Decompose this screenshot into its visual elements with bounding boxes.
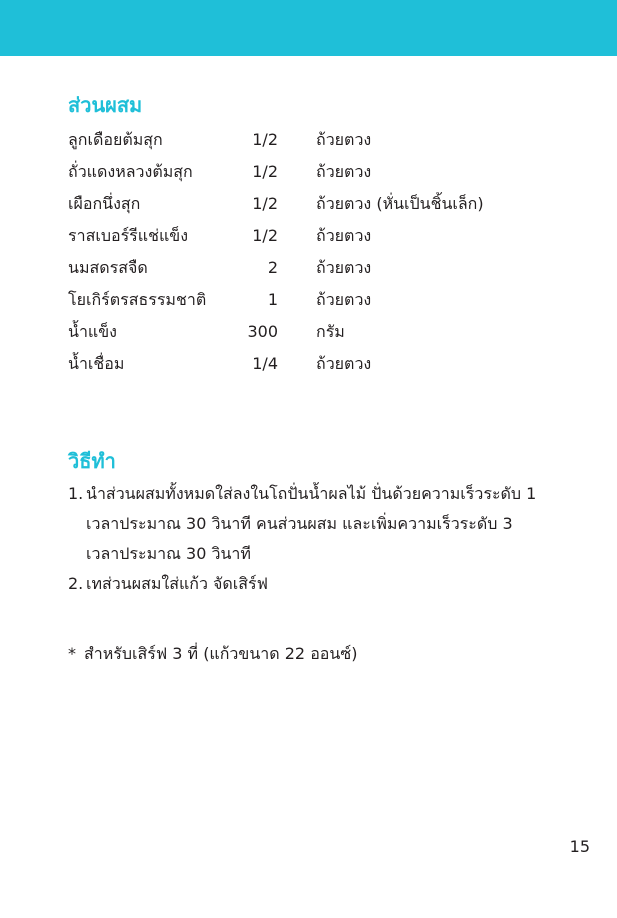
serving-note [68, 640, 357, 668]
ingredient-quantity: 1/2 [252, 194, 278, 213]
step-number: 2. [68, 574, 84, 593]
ingredient-quantity: 2 [267, 258, 278, 277]
ingredient-unit: ถ้วยตวง [316, 290, 372, 309]
ingredient-row [68, 222, 548, 254]
ingredient-name: นมสดรสจืด [68, 258, 148, 277]
ingredient-unit: ถ้วยตวง (หั่นเป็นชิ้นเล็ก) [316, 194, 484, 213]
step-number: 1. [68, 484, 84, 503]
ingredient-name: ราสเบอร์รีแช่แข็ง [68, 226, 188, 245]
ingredient-name: น้ำเชื่อม [68, 354, 125, 373]
ingredient-row [68, 190, 548, 222]
step-text-line: เทส่วนผสมใส่แก้ว จัดเสิร์ฟ [86, 574, 268, 593]
step-text-line: เวลาประมาณ 30 วินาที [86, 544, 251, 563]
ingredient-row [68, 318, 548, 350]
ingredient-unit: ถ้วยตวง [316, 354, 372, 373]
ingredient-name: เผือกนึ่งสุก [68, 194, 141, 213]
ingredient-name: ลูกเดือยต้มสุก [68, 130, 163, 149]
ingredients-heading: ส่วนผสม [68, 93, 143, 117]
ingredient-name: โยเกิร์ตรสธรรมชาติ [68, 290, 207, 309]
ingredient-quantity: 1/4 [252, 354, 278, 373]
header-color-band [0, 0, 617, 56]
ingredient-row [68, 158, 548, 190]
ingredient-quantity: 1 [267, 290, 278, 309]
ingredient-quantity: 300 [247, 322, 278, 341]
page-number: 15 [569, 837, 590, 856]
ingredient-row [68, 126, 548, 158]
step-text-line: นำส่วนผสมทั้งหมดใส่ลงในโถปั่นน้ำผลไม้ ปั่นด้วยความเร็วระดับ 1 [86, 484, 537, 503]
method-heading: วิธีทำ [68, 449, 116, 473]
step-text-line: เวลาประมาณ 30 วินาที คนส่วนผสม และเพิ่มความเร็วระดับ 3 [86, 514, 513, 533]
ingredient-unit: ถ้วยตวง [316, 258, 372, 277]
ingredient-row [68, 286, 548, 318]
ingredient-unit: ถ้วยตวง [316, 226, 372, 245]
ingredient-name: น้ำแข็ง [68, 322, 117, 341]
method-step [68, 569, 558, 599]
note-asterisk: * [68, 644, 76, 663]
ingredient-name: ถั่วแดงหลวงต้มสุก [68, 162, 193, 181]
ingredient-quantity: 1/2 [252, 162, 278, 181]
ingredient-quantity: 1/2 [252, 226, 278, 245]
ingredient-row [68, 350, 548, 382]
ingredient-quantity: 1/2 [252, 130, 278, 149]
method-step-list [68, 479, 558, 599]
ingredient-row [68, 254, 548, 286]
note-text: สำหรับเสิร์ฟ 3 ที่ (แก้วขนาด 22 ออนซ์) [84, 644, 358, 663]
ingredient-unit: กรัม [316, 322, 345, 341]
ingredient-list [68, 126, 548, 382]
method-step [68, 479, 558, 569]
ingredient-unit: ถ้วยตวง [316, 162, 372, 181]
ingredient-unit: ถ้วยตวง [316, 130, 372, 149]
